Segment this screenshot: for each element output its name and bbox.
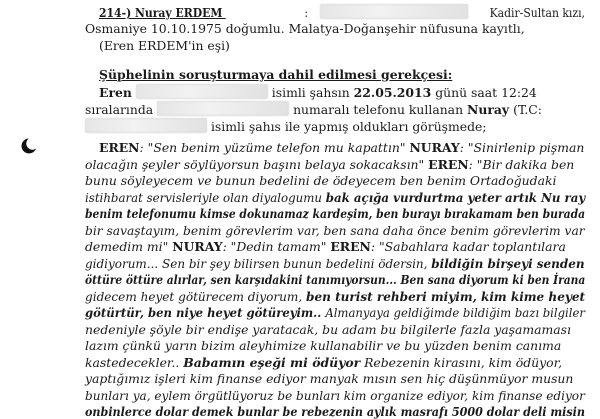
nuray-name: Nuray bbox=[467, 102, 510, 117]
dialog-segment: gidiyorum... Sen bir şey bilirsen bunun bedelini ödersin, bbox=[85, 255, 432, 271]
dialog-line bbox=[85, 289, 585, 304]
dialog-segment: istihbarat servisleriyle olan diyalogumu bbox=[85, 189, 326, 205]
dialog-segment: : "Sinirlenip pişman bbox=[459, 140, 585, 155]
dialog-segment: NURAY bbox=[172, 239, 223, 254]
dialog-segment: Rebezenin kirasını, kim ödüyor, bbox=[360, 354, 563, 370]
dialog-line bbox=[85, 157, 574, 172]
name-underline-fill bbox=[222, 5, 271, 20]
birth-info-text: Osmaniye 10.10.1975 doğumlu. Malatya-Doğanşehir nüfusuna kayıtlı, bbox=[85, 21, 525, 36]
dialog-segment: demedim mi" bbox=[85, 239, 173, 254]
dialog-line bbox=[85, 338, 561, 353]
dialog-line bbox=[85, 305, 585, 320]
paragraph-line-2 bbox=[85, 101, 542, 117]
dialog-line bbox=[85, 173, 556, 188]
eren-name: Eren bbox=[99, 85, 132, 100]
p1-text-c: sıralarında bbox=[85, 102, 154, 117]
dialog-segment: bunu söyleyecem ve bunun bedelini de ödeyecem ben benim Ortadoğudaki bbox=[85, 173, 557, 188]
dialog-line bbox=[99, 140, 584, 155]
parents-text: Kadir-Sultan kızı, bbox=[489, 5, 585, 20]
dialog-segment: : "Dedin tamam" bbox=[222, 239, 331, 254]
redacted-phone-number bbox=[157, 101, 289, 116]
dialog-segment: : "Sabahlara kadar toplantılara bbox=[370, 239, 566, 254]
dialog-segment: ben turist rehberi miyim, kim kime heyet bbox=[306, 288, 586, 304]
dialog-line bbox=[85, 371, 573, 386]
dialog-segment: : "Sen benim yüzüme telefon mu kapattın" bbox=[139, 140, 410, 155]
redacted-tc-number bbox=[85, 118, 207, 133]
record-number-name: 214-) Nuray ERDEM bbox=[99, 5, 223, 20]
dialog-line bbox=[85, 256, 585, 271]
dialog-line bbox=[85, 388, 585, 403]
spouse-text: (Eren ERDEM'in eşi) bbox=[99, 38, 230, 53]
dialog-line bbox=[85, 355, 562, 370]
p1-text-b: günü saat 12:24 bbox=[435, 85, 537, 100]
section-title-line bbox=[99, 67, 452, 82]
dialog-segment: Ben sana diyorum ki ben İrana bbox=[400, 272, 586, 287]
dialog-segment: benim telefonumu kimse dokunamaz kardeşim, ben burayı bırakamam ben burada bbox=[85, 206, 586, 221]
dialog-segment: onbinlerce dolar demek bunlar be rebezenin aylık masrafı 5000 dolar deli misin bbox=[85, 404, 585, 419]
paragraph-line-1 bbox=[99, 84, 537, 100]
birth-info-line bbox=[85, 21, 525, 36]
dialog-line bbox=[85, 239, 566, 254]
p1-text-a: isimli şahsın bbox=[271, 85, 350, 100]
dialog-line bbox=[85, 206, 585, 221]
crescent-moon-icon bbox=[20, 137, 38, 155]
dialog-line bbox=[85, 404, 585, 419]
redacted-id-number bbox=[320, 4, 468, 19]
dialog-segment: : "Bir dakika ben bbox=[468, 156, 575, 172]
dialog-segment: bak açığa vurdurtma yeter artık Nu ray bbox=[325, 189, 586, 205]
dialog-segment: EREN bbox=[99, 140, 140, 155]
dialog-segment: yaptığımız işleri kim finanse ediyor manyak mısın sen hiç düşünmüyor musun bbox=[85, 371, 574, 386]
dialog-segment: Almanyaya geldiğimde bildiğim bazı bilgiler bbox=[325, 305, 585, 320]
dialog-segment: EREN bbox=[428, 156, 469, 172]
p1-text-e: isimli şahıs ile yapmış oldukları görüşmede; bbox=[210, 119, 487, 134]
dialog-segment: Babamın eşeği mi ödüyor bbox=[183, 354, 361, 370]
dialog-line bbox=[85, 190, 585, 205]
spouse-line bbox=[99, 38, 230, 53]
dialog-segment: olacağın şeyler söylüyorsun başını belaya sokacaksın" bbox=[85, 156, 429, 172]
redacted-surname bbox=[136, 84, 268, 99]
dialog-segment: lazım çünkü yarın bizim aleyhimize kullanabilir ve bu yüzden benim canıma bbox=[85, 338, 562, 353]
header-colon: : bbox=[304, 5, 309, 20]
record-header-line bbox=[99, 4, 585, 20]
dialog-segment: gidecem heyet götürecem diyorum, bbox=[85, 288, 307, 304]
dialog-segment: EREN bbox=[330, 239, 371, 254]
dialog-segment: bir savaştayım, benim görevlerim var, ben sana daha önce benim görevlerim var bbox=[85, 222, 585, 238]
section-title: Şüphelinin soruşturmaya dahil edilmesi gerekçesi: bbox=[99, 67, 453, 82]
p1-tc: (T.C: bbox=[513, 102, 542, 117]
paragraph-line-3 bbox=[85, 118, 487, 134]
dialog-line bbox=[85, 272, 585, 287]
dialog-segment: nedeniyle şöyle bir endişe yaratacak, bu adam bu bilgilerle fazla yaşamaması bbox=[85, 321, 571, 337]
dialog-segment: öttüre öttüre alırlar, sen karşıdakini tanımıyorsun... bbox=[85, 272, 401, 287]
dialog-line bbox=[85, 223, 585, 238]
p1-date: 22.05.2013 bbox=[353, 85, 432, 100]
dialog-line bbox=[85, 322, 571, 337]
dialog-segment: kastedecekler.. bbox=[85, 354, 184, 370]
dialog-segment: NURAY bbox=[409, 140, 460, 155]
dialog-segment: bunları ya, eylem örgütlüyoruz be bunları kim organize ediyor, kim finanse ediyor bbox=[85, 387, 585, 403]
p1-text-d: numaralı telefonu kullanan bbox=[293, 102, 464, 117]
dialog-segment: bildiğin birşeyi senden bbox=[431, 255, 585, 271]
dialog-segment: götürtür, ben niye heyet götüreyim.. bbox=[85, 305, 326, 320]
